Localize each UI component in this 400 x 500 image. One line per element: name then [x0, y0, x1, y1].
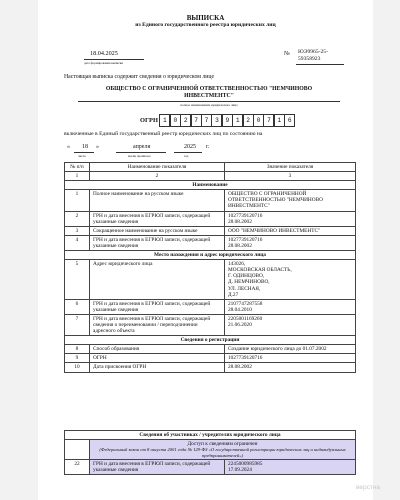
row-label: Способ образования — [90, 345, 225, 354]
month-underline — [116, 152, 166, 153]
table-row — [65, 345, 356, 354]
grn-value: 2205001169260 — [228, 315, 263, 322]
organization-name — [78, 86, 340, 99]
section-row — [65, 431, 356, 440]
grn-date: 17.09.2024 — [228, 467, 252, 474]
column-header-number: № п/п — [65, 163, 90, 172]
address-line: УЛ. ЛЕСНАЯ, — [228, 285, 261, 292]
organization-name-line1: ОБЩЕСТВО С ОГРАНИЧЕННОЙ ОТВЕТСТВЕННОСТЬЮ "НЕМЧИНОВО — [105, 86, 313, 92]
address-line: Г. ОДИНЦОВО, — [228, 273, 265, 280]
table-row — [65, 314, 356, 335]
restricted-title: Доступ к сведениям ограничен — [187, 441, 258, 448]
row-value — [225, 460, 356, 475]
table-row — [65, 260, 356, 300]
as-of-month: апреля — [133, 144, 151, 150]
table-column-numbers-row — [65, 172, 356, 181]
intro-text: Настоящая выписка содержит сведения о юридическом лице — [64, 74, 215, 80]
extract-number-line1: ЮЭ9965-25- — [298, 49, 328, 55]
grn-value: 2245000985985 — [228, 461, 263, 467]
row-value — [225, 299, 356, 314]
inclusion-text: включенные в Единый государственный реестр юридических лиц по состоянию на — [64, 131, 263, 137]
as-of-day: 18 — [82, 144, 88, 150]
month-caption: месяц прописью — [128, 154, 151, 158]
extract-number-line2: 59358923 — [298, 56, 321, 62]
organization-underline — [78, 101, 340, 102]
ogrn-digit: 2 — [243, 114, 254, 127]
grn-date: 21.06.2020 — [228, 321, 252, 328]
row-value: Создание юридического лица до 01.07.2002 — [225, 345, 356, 354]
grn-date: 28.04.2010 — [228, 306, 252, 313]
row-label: ГРН и дата внесения в ЕГРЮЛ записи, содержащей сведения о переименовании / переподчинении адресного объекта — [90, 314, 225, 335]
quote-open: « — [67, 144, 70, 150]
column-header-indicator: Наименование показателя — [90, 163, 225, 172]
row-value — [225, 211, 356, 226]
grn-date: 28.08.2002 — [228, 218, 252, 225]
document-title: ВЫПИСКА — [186, 14, 225, 22]
organization-caption: полное наименование юридического лица — [180, 103, 238, 107]
founders-table — [64, 430, 356, 475]
restricted-notice — [90, 440, 356, 460]
table-row — [65, 354, 356, 363]
ogrn-digit: 0 — [170, 114, 181, 127]
egrul-table — [64, 162, 356, 373]
row-label: ГРН и дата внесения в ЕГРЮЛ записи, содержащей указанные сведения — [90, 235, 225, 250]
ogrn-digit: 0 — [253, 114, 264, 127]
grn-value: 2107747287558 — [228, 300, 263, 307]
number-symbol: № — [284, 50, 290, 57]
ogrn-digit: 1 — [232, 114, 243, 127]
table-row — [65, 235, 356, 250]
row-number: 10 — [65, 363, 90, 372]
ogrn-digit: 1 — [274, 114, 285, 127]
as-of-year: 2025 — [184, 144, 196, 150]
table-row — [65, 299, 356, 314]
grn-date: 28.08.2002 — [228, 242, 252, 249]
row-label: ГРН и дата внесения в ЕГРЮЛ записи, содержащей указанные сведения — [90, 211, 225, 226]
row-number: 3 — [65, 226, 90, 235]
row-label: Сокращенное наименование на русском языке — [90, 226, 225, 235]
extract-date: 18.04.2025 — [90, 50, 118, 57]
row-number: 1 — [65, 190, 90, 211]
ogrn-digit: 2 — [180, 114, 191, 127]
number-underline — [296, 64, 344, 65]
grn-value: 1027739120716 — [228, 212, 263, 219]
table-row — [65, 460, 356, 475]
organization-name-line2: ИНВЕСТМЕНТС" — [184, 92, 234, 99]
extract-number — [298, 49, 328, 63]
address-line: Д.27 — [228, 291, 239, 298]
table-header-row — [65, 163, 356, 172]
section-row — [65, 251, 356, 260]
ogrn-digit: 9 — [222, 114, 233, 127]
row-label: Дата присвоения ОГРН — [90, 363, 225, 372]
date-underline — [84, 59, 144, 60]
row-value — [225, 235, 356, 250]
row-number: 8 — [65, 345, 90, 354]
ogrn-digit-boxes — [160, 114, 295, 126]
grn-value: 1027739120716 — [228, 236, 263, 243]
section-title-address: Место нахождения и адрес юридического лица — [65, 251, 356, 260]
restricted-row — [65, 440, 356, 460]
ogrn-digit: 6 — [284, 114, 295, 127]
address-line: Д. НЕМЧИНОВО, — [228, 279, 270, 286]
document-page — [38, 0, 373, 500]
table-row — [65, 226, 356, 235]
year-underline — [174, 152, 202, 153]
ogrn-digit: 7 — [201, 114, 212, 127]
year-caption: год — [184, 154, 189, 158]
row-number: 6 — [65, 299, 90, 314]
section-title-name: Наименование — [65, 181, 356, 190]
ogrn-digit: 7 — [263, 114, 274, 127]
date-caption: дата формирования выписки — [84, 61, 123, 65]
column-number: 3 — [225, 172, 356, 181]
day-underline — [74, 152, 94, 153]
address-line: МОСКОВСКАЯ ОБЛАСТЬ, — [228, 267, 292, 274]
ogrn-digit: 7 — [191, 114, 202, 127]
row-value-address — [225, 260, 356, 300]
day-caption: число — [78, 154, 86, 158]
row-number: 2 — [65, 211, 90, 226]
column-number: 1 — [65, 172, 90, 181]
row-value: 28.08.2002 — [225, 363, 356, 372]
ogrn-digit: 1 — [159, 114, 170, 127]
row-value: ООО "НЕМЧИНОВО ИНВЕСТМЕНТС" — [225, 226, 356, 235]
row-value: ОБЩЕСТВО С ОГРАНИЧЕННОЙ ОТВЕТСТВЕННОСТЬЮ "НЕМЧИНОВО ИНВЕСТМЕНТС" — [225, 190, 356, 211]
row-number: 5 — [65, 260, 90, 300]
column-number: 2 — [90, 172, 225, 181]
row-label: Полное наименование на русском языке — [90, 190, 225, 211]
quote-close: » — [96, 144, 99, 150]
table-row — [65, 363, 356, 372]
address-line: 143026, — [228, 261, 246, 268]
founders-section — [64, 430, 356, 500]
year-suffix: г. — [206, 144, 210, 150]
row-label: ГРН и дата внесения в ЕГРЮЛ записи, содержащей указанные сведения — [90, 299, 225, 314]
row-number: 9 — [65, 354, 90, 363]
row-value: 1027739120716 — [225, 354, 356, 363]
row-number: 22 — [65, 460, 90, 475]
section-row — [65, 336, 356, 345]
section-title-founders: Сведения об участниках / учредителях юридического лица — [65, 431, 356, 440]
table-row — [65, 190, 356, 211]
ogrn-digit: 3 — [211, 114, 222, 127]
ogrn-label: ОГРН — [140, 117, 158, 124]
restricted-law-note: (Федеральный закон от 8 августа 2001 года № 129-ФЗ «О государственной регистрации юридических лиц и индивидуальных предпринимателей») — [99, 447, 346, 458]
row-number: 4 — [65, 235, 90, 250]
row-label: ГРН и дата внесения в ЕГРЮЛ записи, содержащей указанные сведения — [90, 460, 225, 475]
row-label: Адрес юридического лица — [90, 260, 225, 300]
section-row — [65, 181, 356, 190]
table-row — [65, 211, 356, 226]
row-value — [225, 314, 356, 335]
document-subtitle: из Единого государственного реестра юридических лиц — [135, 22, 276, 28]
watermark-logo: верстна — [356, 484, 381, 491]
row-number: 7 — [65, 314, 90, 335]
column-header-value: Значение показателя — [225, 163, 356, 172]
row-label: ОГРН — [90, 354, 225, 363]
section-title-registration: Сведения о регистрации — [65, 336, 356, 345]
